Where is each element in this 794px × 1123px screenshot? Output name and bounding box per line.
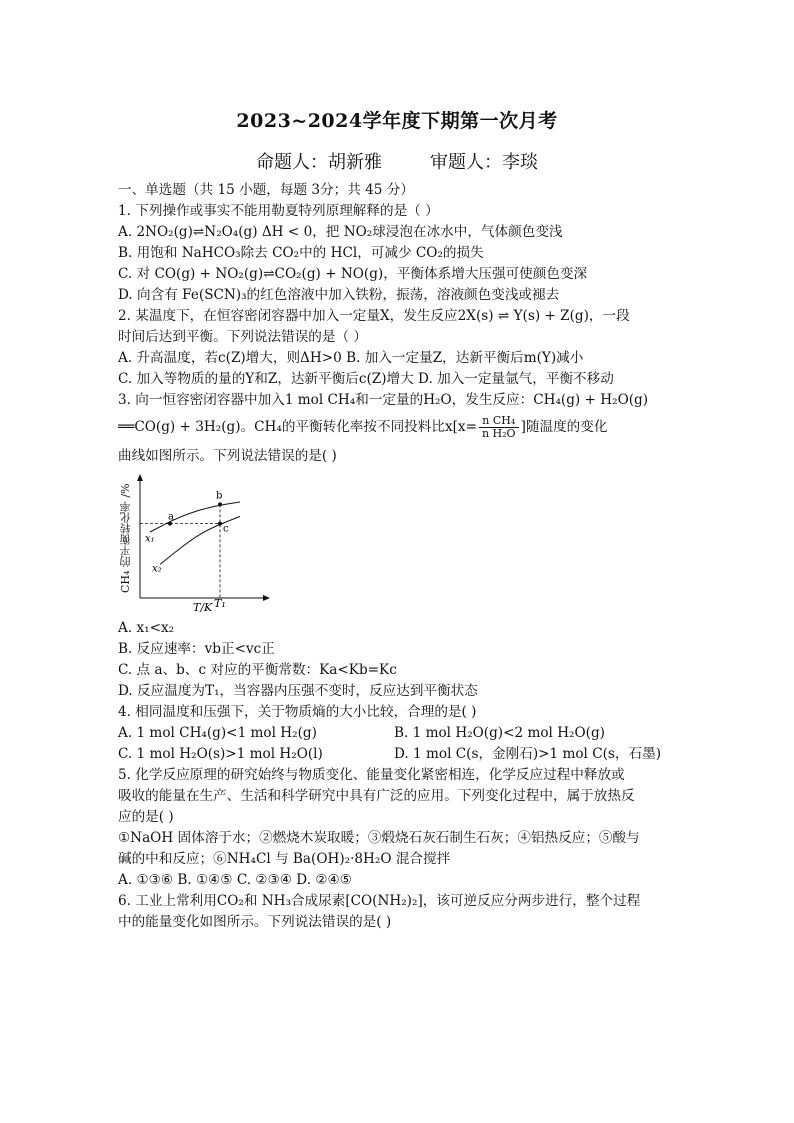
q2-stem-line2: 时间后达到平衡。下列说法错误的是（ ）	[118, 329, 368, 345]
point-b	[218, 502, 222, 506]
fraction-numerator: n CH₄	[479, 415, 519, 428]
question-reviewer: 审题人：李琰	[430, 152, 538, 173]
q1-option-c: C. 对 CO(g) + NO₂(g)⇌CO₂(g) + NO(g)，平衡体系增大压强可使颜色变深	[118, 266, 588, 282]
q5-stem-line2: 吸收的能量在生产、生活和科学研究中具有广泛的应用。下列变化过程中，属于放热反	[118, 788, 635, 804]
q1-option-a: A. 2NO₂(g)⇌N₂O₄(g) ΔH < 0，把 NO₂球浸泡在冰水中，气体颜色变浅	[118, 224, 563, 240]
q3-stem-line2	[118, 415, 607, 440]
q3-option-a: A. x₁<x₂	[118, 620, 175, 636]
q4-option-a: A. 1 mol CH₄(g)<1 mol H₂(g)	[118, 725, 317, 741]
q5-stem-line1: 5. 化学反应原理的研究始终与物质变化、能量变化紧密相连，化学反应过程中释放或	[118, 767, 625, 783]
q3-stem-line1: 3. 向一恒容密闭容器中加入1 mol CH₄和一定量的H₂O，发生反应：CH₄(g) + H₂O(g)	[118, 392, 649, 408]
point-label-c: c	[223, 523, 229, 535]
series-curves	[140, 490, 240, 598]
series-label-1: x₁	[145, 533, 155, 545]
q6-stem-line1: 6. 工业上常利用CO₂和 NH₃合成尿素[CO(NH₂)₂]，该可逆反应分两步进行，整个过程	[118, 893, 641, 909]
q3-stem-line2-pre: ══CO(g) + 3H₂(g)。CH₄的平衡转化率按不同投料比x[x=	[118, 419, 477, 435]
conversion-chart	[118, 470, 278, 615]
section-heading: 一、单选题（共 15 小题，每题 3分；共 45 分）	[118, 182, 414, 198]
point-c	[218, 522, 222, 526]
q4-option-c: C. 1 mol H₂O(s)>1 mol H₂O(l)	[118, 746, 323, 762]
q3-option-d: D. 反应温度为T₁，当容器内压强不变时，反应达到平衡状态	[118, 683, 478, 699]
q5-items-line1: ①NaOH 固体溶于水；②燃烧木炭取暖；③煅烧石灰石制生石灰；④铝热反应；⑤酸与	[118, 830, 640, 846]
q3-option-b: B. 反应速率：vb正<vc正	[118, 641, 275, 657]
q5-stem-line3: 应的是( )	[118, 809, 174, 825]
t1-label: T₁	[214, 597, 226, 610]
y-axis-arrow	[137, 474, 143, 481]
q1-option-d: D. 向含有 Fe(SCN)₃的红色溶液中加入铁粉，振荡，溶液颜色变浅或褪去	[118, 287, 560, 303]
question-setter: 命题人：胡新雅	[256, 152, 382, 173]
q3-stem-line3: 曲线如图所示。下列说法错误的是( )	[118, 448, 337, 464]
q4-stem: 4. 相同温度和压强下，关于物质熵的大小比较，合理的是( )	[118, 704, 477, 720]
q6-stem-line2: 中的能量变化如图所示。下列说法错误的是( )	[118, 914, 392, 930]
chart-y-label: CH₄ 的平衡转化率 /%	[119, 483, 132, 593]
authors-line	[0, 148, 794, 174]
point-label-a: a	[168, 511, 174, 523]
point-label-b: b	[216, 490, 223, 502]
q2-options-cd: C. 加入等物质的量的Y和Z，达新平衡后c(Z)增大 D. 加入一定量氩气，平衡不移动	[118, 371, 614, 387]
q1-option-b: B. 用饱和 NaHCO₃除去 CO₂中的 HCl，可减少 CO₂的损失	[118, 245, 484, 261]
q5-options: A. ①③⑥ B. ①④⑤ C. ②③④ D. ②④⑤	[118, 872, 352, 888]
x-axis-arrow	[263, 595, 270, 601]
fraction-denominator: n H₂O	[481, 427, 516, 440]
q2-stem-line1: 2. 某温度下，在恒容密闭容器中加入一定量X，发生反应2X(s) ⇌ Y(s) + Z(g)，一段	[118, 308, 630, 324]
q3-option-c: C. 点 a、b、c 对应的平衡常数：Ka<Kb=Kc	[118, 662, 397, 678]
q1-stem: 1. 下列操作或事实不能用勒夏特列原理解释的是（ ）	[118, 203, 439, 219]
conversion-chart-svg	[118, 470, 278, 615]
exam-title: 2023~2024学年度下期第一次月考	[236, 110, 558, 132]
x-axis-label: T/K	[193, 601, 213, 614]
q4-option-d: D. 1 mol C(s，金刚石)>1 mol C(s，石墨)	[394, 746, 661, 762]
q3-stem-line2-post: ]随温度的变化	[520, 419, 608, 435]
q2-options-ab: A. 升高温度，若c(Z)增大，则ΔH>0 B. 加入一定量Z，达新平衡后m(Y)减小	[118, 350, 584, 366]
series-label-2: x₂	[152, 563, 162, 575]
ratio-fraction	[479, 415, 519, 440]
q4-option-b: B. 1 mol H₂O(g)<2 mol H₂O(g)	[394, 725, 605, 741]
q5-items-line2: 碱的中和反应；⑥NH₄Cl 与 Ba(OH)₂·8H₂O 混合搅拌	[118, 851, 451, 867]
